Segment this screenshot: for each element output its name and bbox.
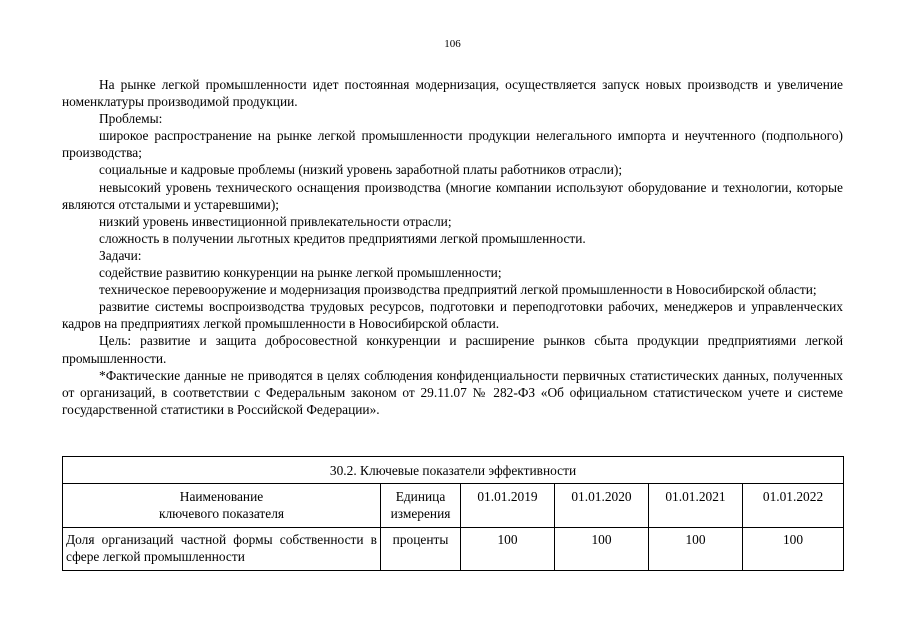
indicator-value: 100: [743, 528, 844, 571]
paragraph: Задачи:: [99, 247, 142, 263]
page-number: 106: [444, 38, 461, 50]
paragraph: содействие развитию конкуренции на рынке легкой промышленности;: [99, 265, 502, 281]
indicator-unit: проценты: [381, 528, 461, 571]
paragraph: развитие системы воспроизводства трудовых ресурсов, подготовки и переподготовки рабочих, менеджеров и управленческих кадров на предприятиях легкой промышленности в Новосибирской области.: [62, 299, 843, 332]
table-caption: 30.2. Ключевые показатели эффективности: [63, 457, 844, 484]
paragraph: сложность в получении льготных кредитов предприятиями легкой промышленности.: [99, 230, 586, 246]
header-date: 01.01.2020: [555, 484, 649, 528]
paragraph: невысокий уровень технического оснащения производства (многие компании используют оборудование и технологии, которые являются отсталыми и устаревшими);: [62, 179, 843, 212]
indicator-name: Доля организаций частной формы собственности в сфере легкой промышленности: [63, 528, 381, 571]
table-header-row: [63, 484, 844, 528]
header-indicator-name: Наименование ключевого показателя: [63, 484, 381, 528]
paragraph: низкий уровень инвестиционной привлекательности отрасли;: [99, 213, 452, 229]
body-text: [62, 76, 843, 418]
indicator-value: 100: [649, 528, 743, 571]
table-row: [63, 528, 844, 571]
paragraph: *Фактические данные не приводятся в целях соблюдения конфиденциальности первичных статистических данных, полученных от организаций, в соответствии с Федеральным законом от 29.11.07 № 282-ФЗ «Об официальном статистическом учете и системе государственной статистики в Российской Федерации».: [62, 367, 843, 417]
header-unit: Единица измерения: [381, 484, 461, 528]
header-date: 01.01.2022: [743, 484, 844, 528]
paragraph: широкое распространение на рынке легкой промышленности продукции нелегального импорта и неучтенного (подпольного) производства;: [62, 128, 843, 161]
kpi-table: [62, 456, 844, 571]
indicator-value: 100: [555, 528, 649, 571]
paragraph: Цель: развитие и защита добросовестной конкуренции и расширение рынков сбыта продукции предприятиями легкой промышленности.: [62, 333, 843, 366]
indicator-value: 100: [461, 528, 555, 571]
paragraph: Проблемы:: [99, 111, 163, 127]
header-date: 01.01.2021: [649, 484, 743, 528]
paragraph: техническое перевооружение и модернизация производства предприятий легкой промышленности в Новосибирской области;: [99, 282, 817, 298]
header-date: 01.01.2019: [461, 484, 555, 528]
paragraph: социальные и кадровые проблемы (низкий уровень заработной платы работников отрасли);: [99, 162, 623, 178]
paragraph: На рынке легкой промышленности идет постоянная модернизация, осуществляется запуск новых производств и увеличение номенклатуры производимой продукции.: [62, 77, 843, 110]
